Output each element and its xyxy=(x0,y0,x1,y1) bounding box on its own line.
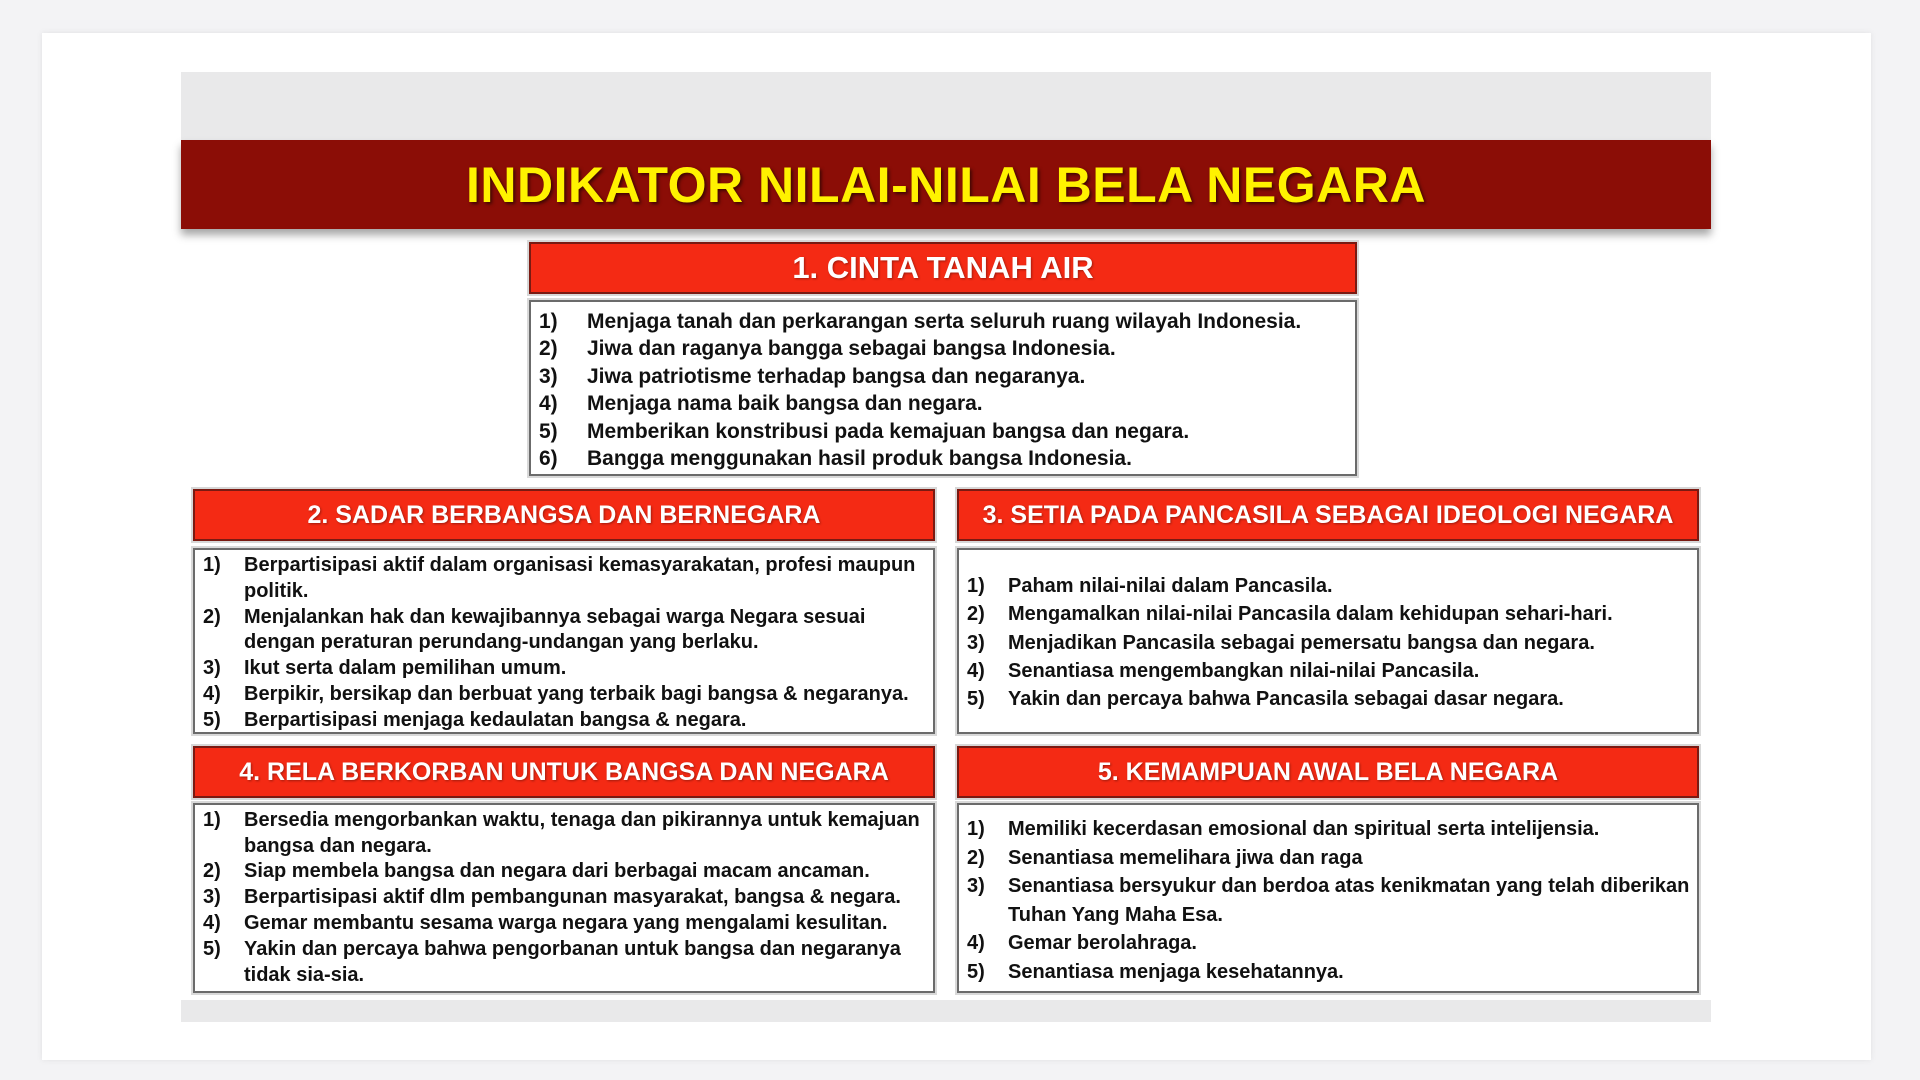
item-number: 4) xyxy=(539,392,558,416)
list-item xyxy=(967,657,1697,685)
item-text: Senantiasa bersyukur dan berdoa atas kenikmatan yang telah diberikan Tuhan Yang Maha Esa. xyxy=(1008,875,1690,926)
list-item xyxy=(539,390,1355,417)
title-banner xyxy=(181,140,1711,229)
item-text: Mengamalkan nilai-nilai Pancasila dalam kehidupan sehari-hari. xyxy=(1008,603,1613,626)
item-number: 2) xyxy=(967,846,985,869)
item-text: Jiwa patriotisme terhadap bangsa dan negaranya. xyxy=(587,364,1086,388)
item-number: 3) xyxy=(203,657,221,679)
list-item xyxy=(967,958,1697,987)
item-number: 3) xyxy=(203,886,221,909)
item-number: 2) xyxy=(203,860,221,883)
section-heading-rela-berkorban: 4. RELA BERKORBAN UNTUK BANGSA DAN NEGARA xyxy=(193,746,935,798)
item-number: 4) xyxy=(967,932,985,955)
item-number: 1) xyxy=(967,575,985,597)
item-number: 1) xyxy=(539,310,558,333)
item-text: Berpartisipasi menjaga kedaulatan bangsa & negara. xyxy=(244,709,747,731)
item-number: 5) xyxy=(967,688,985,711)
item-text: Berpartisipasi aktif dlm pembangunan masyarakat, bangsa & negara. xyxy=(244,886,901,909)
list-item xyxy=(967,572,1697,600)
item-text: Senantiasa menjaga kesehatannya. xyxy=(1008,960,1344,983)
item-text: Berpartisipasi aktif dalam organisasi kemasyarakatan, profesi maupun politik. xyxy=(244,554,916,602)
section-heading-cinta-tanah-air: 1. CINTA TANAH AIR xyxy=(529,242,1357,294)
list-item xyxy=(539,363,1355,390)
list-item xyxy=(967,600,1697,628)
item-text: Memberikan konstribusi pada kemajuan bangsa dan negara. xyxy=(587,419,1190,443)
list-item xyxy=(967,629,1697,657)
item-text: Menjaga tanah dan perkarangan serta seluruh ruang wilayah Indonesia. xyxy=(587,310,1302,333)
item-number: 4) xyxy=(203,683,221,705)
list-item xyxy=(967,815,1697,844)
list-item xyxy=(203,605,933,656)
list-item xyxy=(203,885,933,911)
list-item xyxy=(539,445,1355,472)
list-item xyxy=(967,872,1697,929)
section-heading-sadar-berbangsa: 2. SADAR BERBANGSA DAN BERNEGARA xyxy=(193,489,935,541)
page-title: INDIKATOR NILAI-NILAI BELA NEGARA xyxy=(466,156,1426,213)
item-text: Menjalankan hak dan kewajibannya sebagai warga Negara sesuai dengan peraturan perundang-undangan yang berlaku. xyxy=(244,605,866,653)
list-item xyxy=(203,808,933,859)
item-text: Yakin dan percaya bahwa Pancasila sebagai dasar negara. xyxy=(1008,688,1564,711)
item-text: Ikut serta dalam pemilihan umum. xyxy=(244,657,567,679)
item-text: Siap membela bangsa dan negara dari berbagai macam ancaman. xyxy=(244,860,870,883)
list-item xyxy=(539,335,1355,362)
section-list-setia-pancasila xyxy=(957,548,1699,734)
section-list-cinta-tanah-air xyxy=(529,300,1357,476)
item-text: Memiliki kecerdasan emosional dan spiritual serta intelijensia. xyxy=(1008,818,1600,840)
section-heading-setia-pancasila: 3. SETIA PADA PANCASILA SEBAGAI IDEOLOGI NEGARA xyxy=(957,489,1699,541)
item-text: Bersedia mengorbankan waktu, tenaga dan pikirannya untuk kemajuan bangsa dan negara. xyxy=(244,809,920,857)
item-number: 1) xyxy=(967,818,985,840)
item-text: Senantiasa mengembangkan nilai-nilai Pancasila. xyxy=(1008,659,1480,682)
item-text: Paham nilai-nilai dalam Pancasila. xyxy=(1008,575,1333,597)
section-list-sadar-berbangsa xyxy=(193,548,935,734)
item-number: 5) xyxy=(203,938,221,961)
list-item xyxy=(203,553,933,604)
item-text: Bangga menggunakan hasil produk bangsa Indonesia. xyxy=(587,447,1132,471)
item-text: Menjadikan Pancasila sebagai pemersatu bangsa dan negara. xyxy=(1008,631,1595,654)
item-text: Yakin dan percaya bahwa pengorbanan untuk bangsa dan negaranya tidak sia-sia. xyxy=(244,938,901,986)
item-number: 2) xyxy=(539,337,558,361)
item-number: 5) xyxy=(539,419,558,443)
item-number: 6) xyxy=(539,447,558,471)
item-number: 3) xyxy=(967,631,985,654)
item-number: 5) xyxy=(203,709,221,731)
item-number: 5) xyxy=(967,960,985,983)
list-item xyxy=(539,308,1355,335)
item-text: Menjaga nama baik bangsa dan negara. xyxy=(587,392,983,416)
list-item xyxy=(967,685,1697,713)
item-number: 1) xyxy=(203,554,221,576)
section-heading-kemampuan-awal: 5. KEMAMPUAN AWAL BELA NEGARA xyxy=(957,746,1699,798)
list-item xyxy=(967,929,1697,958)
list-item xyxy=(967,844,1697,873)
list-item xyxy=(203,656,933,682)
item-number: 3) xyxy=(967,875,985,898)
item-text: Berpikir, bersikap dan berbuat yang terbaik bagi bangsa & negaranya. xyxy=(244,683,909,705)
list-item xyxy=(203,682,933,708)
list-item xyxy=(203,937,933,988)
section-list-rela-berkorban xyxy=(193,803,935,993)
item-text: Gemar berolahraga. xyxy=(1008,932,1197,955)
section-list-kemampuan-awal xyxy=(957,803,1699,993)
item-number: 4) xyxy=(203,912,221,935)
list-item xyxy=(539,418,1355,445)
item-number: 2) xyxy=(203,605,221,628)
item-text: Senantiasa memelihara jiwa dan raga xyxy=(1008,846,1363,869)
item-number: 1) xyxy=(203,809,221,831)
list-item xyxy=(203,911,933,937)
list-item xyxy=(203,859,933,885)
item-number: 3) xyxy=(539,364,558,388)
item-number: 4) xyxy=(967,659,985,682)
item-text: Gemar membantu sesama warga negara yang mengalami kesulitan. xyxy=(244,912,888,935)
item-number: 2) xyxy=(967,603,985,626)
list-item xyxy=(203,708,933,734)
item-text: Jiwa dan raganya bangga sebagai bangsa Indonesia. xyxy=(587,337,1116,361)
